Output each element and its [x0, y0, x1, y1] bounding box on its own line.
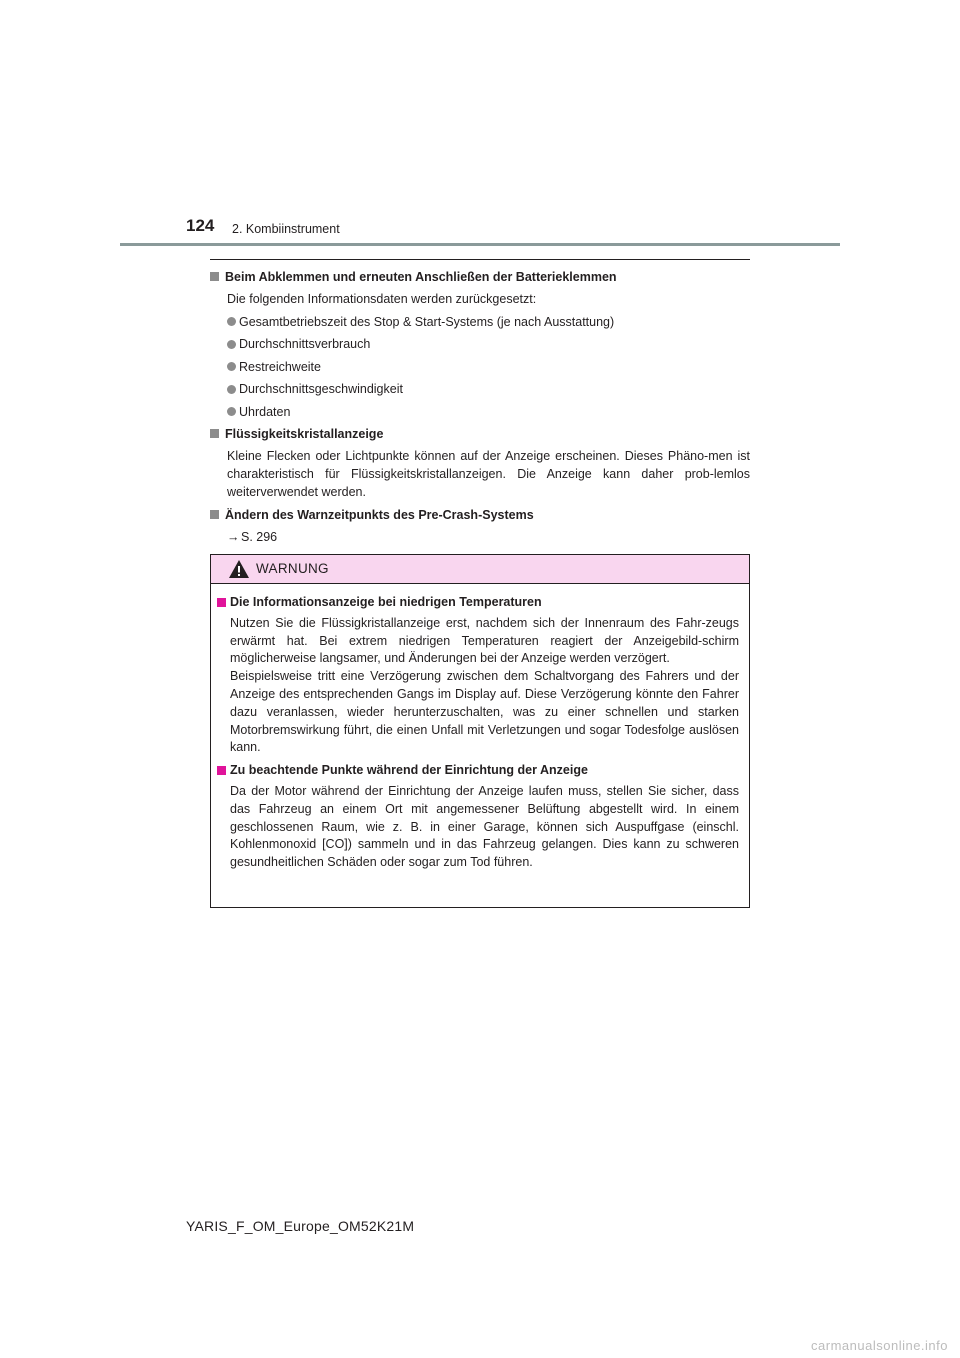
main-content	[210, 268, 750, 546]
list-item: Restreichweite	[210, 358, 750, 376]
section-heading-battery: Beim Abklemmen und erneuten Anschließen der Batterieklemmen	[210, 268, 750, 286]
chapter-title: 2. Kombiinstrument	[232, 222, 340, 236]
square-bullet-icon	[210, 429, 219, 438]
page-reference-link[interactable]: S. 296	[241, 529, 278, 544]
list-item: Uhrdaten	[210, 403, 750, 421]
section-text: Kleine Flecken oder Lichtpunkte können auf der Anzeige erscheinen. Dieses Phäno-men ist charakteristisch für Flüssigkeitskristallanzeigen. Die Anzeige kann daher prob-lemlos weiterverwendet werden.	[227, 449, 750, 499]
round-bullet-icon	[227, 362, 236, 371]
header-divider	[120, 243, 840, 246]
section-divider	[210, 259, 750, 260]
round-bullet-icon	[227, 385, 236, 394]
square-bullet-icon	[217, 598, 226, 607]
watermark: carmanualsonline.info	[811, 1338, 948, 1353]
warning-title: WARNUNG	[256, 561, 329, 576]
warning-box	[210, 554, 750, 908]
warning-body	[211, 584, 749, 872]
list-item: Durchschnittsverbrauch	[210, 335, 750, 353]
warning-paragraph: Nutzen Sie die Flüssigkristallanzeige erst, nachdem sich der Innenraum des Fahr-zeugs erwärmt hat. Bei extrem niedrigen Temperaturen reagiert der Anzeigebild-schirm möglicherweise langsamer, und Änderungen bei der Anzeige werden verzögert.	[230, 615, 739, 666]
section-intro: Die folgenden Informationsdaten werden zurückgesetzt:	[227, 292, 537, 306]
warning-heading-low-temp: Die Informationsanzeige bei niedrigen Temperaturen	[217, 594, 739, 612]
page-number: 124	[186, 216, 215, 235]
document-id: YARIS_F_OM_Europe_OM52K21M	[186, 1218, 415, 1234]
warning-triangle-icon	[228, 559, 250, 579]
arrow-right-icon: →	[227, 529, 240, 544]
round-bullet-icon	[227, 407, 236, 416]
square-bullet-icon	[217, 766, 226, 775]
list-item: Durchschnittsgeschwindigkeit	[210, 380, 750, 398]
section-heading-lcd: Flüssigkeitskristallanzeige	[210, 425, 750, 443]
warning-paragraph: Da der Motor während der Einrichtung der Anzeige laufen muss, stellen Sie sicher, dass das Fahrzeug an einem Ort mit angemessener Belüftung abgestellt wird. In einem geschlossenen Raum, wie z. B. in einer Garage, können sich Auspuffgase (einschl. Kohlenmonoxid [CO]) sammeln und in das Fahrzeug gelangen. Dies kann zu schweren gesundheitlichen Schäden oder sogar zum Tod führen.	[230, 783, 739, 870]
warning-paragraph: Beispielsweise tritt eine Verzögerung zwischen dem Schaltvorgang des Fahrers und der Anzeige des entsprechenden Gangs im Display auf. Diese Verzögerung könnte den Fahrer dazu veranlassen, wieder herunterzuschalten, was zu einer schnellen und starken Motorbremswirkung führt, die einen Unfall mit Verletzungen und sogar Todesfolge auslösen kann.	[230, 669, 739, 755]
round-bullet-icon	[227, 340, 236, 349]
square-bullet-icon	[210, 272, 219, 281]
square-bullet-icon	[210, 510, 219, 519]
warning-heading-setup: Zu beachtende Punkte während der Einrichtung der Anzeige	[217, 762, 739, 780]
list-item: Gesamtbetriebszeit des Stop & Start-Systems (je nach Ausstattung)	[210, 313, 750, 331]
section-heading-precrash: Ändern des Warnzeitpunkts des Pre-Crash-Systems	[210, 506, 750, 524]
round-bullet-icon	[227, 317, 236, 326]
page-reference[interactable]	[210, 528, 750, 546]
warning-header	[211, 555, 749, 584]
